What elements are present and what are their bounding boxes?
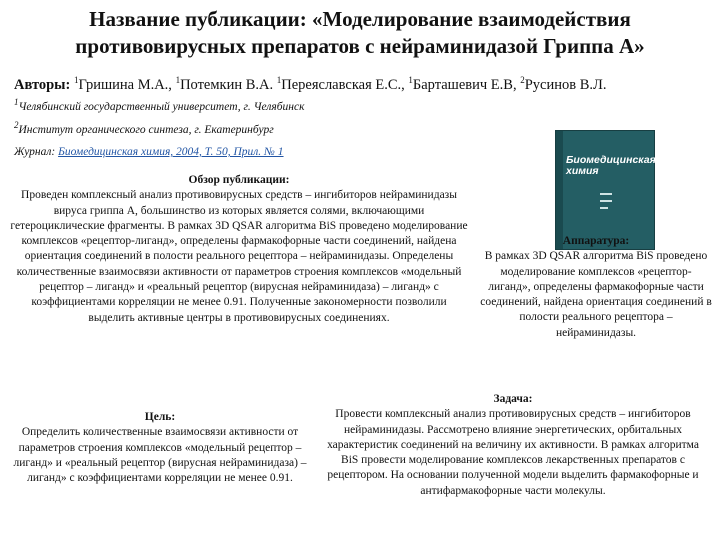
author-affiliation-mark: 1 — [408, 75, 413, 86]
journal-link[interactable]: Биомедицинская химия, 2004, Т. 50, Прил. № 1 — [58, 146, 284, 158]
author-name: Барташевич Е.В, — [412, 77, 517, 93]
affiliation-mark: 2 — [14, 120, 19, 131]
author-name: Потемкин В.А. — [180, 77, 274, 93]
affiliation-2 — [14, 120, 274, 136]
task-heading: Задача: — [493, 393, 533, 405]
cover-mark — [600, 200, 612, 202]
author-affiliation-mark: 1 — [276, 75, 282, 86]
author-affiliation-mark: 1 — [73, 75, 79, 86]
cover-mark — [600, 193, 612, 195]
authors-label: Авторы: — [14, 77, 71, 93]
task-section — [318, 392, 708, 499]
overview-heading: Обзор публикации: — [188, 174, 290, 186]
author-affiliation-mark: 1 — [175, 75, 181, 86]
cover-title: Биомедицинская химия — [566, 154, 656, 177]
apparatus-heading: Аппаратура: — [562, 235, 630, 247]
goal-section — [10, 410, 310, 486]
page-title: Название публикации: «Моделирование взаимодействия противовирусных препаратов с нейраминидазой Гриппа А» — [75, 7, 645, 58]
author-name: Русинов В.Л. — [524, 77, 607, 93]
overview-section — [10, 173, 468, 326]
cover-mark — [600, 207, 608, 209]
overview-text: Проведен комплексный анализ противовирусных средств – ингибиторов нейраминидазы вируса гриппа А, большинство из которых является солями, включающими гетероциклические фрагменты. В рамках 3D QSAR алгоритма BiS проведено моделирование комплексов «рецептор-лиганд», определены фармакофорные части соединений, найдена ориентация соединений в полости реального рецептора – нейраминидазы. Определены количественные взаимосвязи активности от параметров строения комплексов «модельный рецептор – лиганд» и «реальный рецептор (вирусная нейраминидаза) – лиганд» с коэффициентами корреляции не менее 0.91. Полученные закономерности позволили выделить активные центры в противовирусных соединениях. — [10, 189, 468, 324]
cover-spine — [556, 131, 563, 249]
author-name: Гришина М.А., — [78, 77, 172, 93]
task-text: Провести комплексный анализ противовирусных средств – ингибиторов нейраминидазы. Рассмотрено влияние энергетических, орбитальных характеристик соединений на величину их активности. В рамках алгоритма BiS провести моделирование комплексов лекарственных препаратов с рецептором. На основании полученной модели выделить фармакофорные и антифармакофорные части молекулы. — [327, 408, 699, 497]
author-affiliation-mark: 2 — [520, 75, 525, 86]
apparatus-section — [480, 234, 712, 341]
affiliation-mark: 1 — [14, 97, 19, 108]
apparatus-text: В рамках 3D QSAR алгоритма BiS проведено моделирование комплексов «рецептор-лиганд», определены фармакофорные части соединений, найдена ориентация соединений в полости реального рецептора – нейраминидазы. — [480, 250, 712, 339]
journal-cover-image — [555, 130, 655, 250]
goal-heading: Цель: — [144, 411, 176, 423]
affiliation-text: Челябинский государственный университет, г. Челябинск — [18, 101, 305, 113]
goal-text: Определить количественные взаимосвязи активности от параметров строения комплексов «модельный рецептор – лиганд» и «реальный рецептор (вирусная нейраминидаза) – лиганд» с коэффициентами корреляции не менее 0.91. — [13, 426, 307, 485]
journal-line — [14, 146, 284, 158]
authors-line — [14, 77, 714, 94]
affiliation-1 — [14, 97, 305, 113]
journal-label: Журнал: — [14, 146, 56, 158]
affiliation-text: Институт органического синтеза, г. Екатеринбург — [18, 124, 274, 136]
author-name: Переяславская Е.С., — [281, 77, 405, 93]
